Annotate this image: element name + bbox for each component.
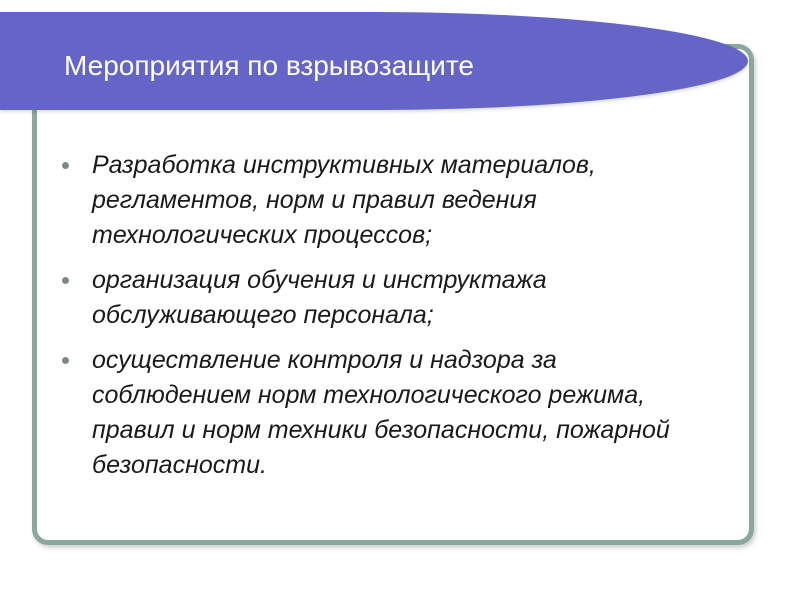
list-item [62,148,722,253]
list-item [62,343,722,483]
list-item [62,263,722,333]
bullet-text: организация обучения и инструктажа обслуживающего персонала; [92,266,547,329]
bullet-dot-icon [62,277,69,284]
bullet-dot-icon [62,162,69,169]
bullet-text: осуществление контроля и надзора за соблюдением норм технологического режима, правил и норм техники безопасности, пожарной безопасности. [92,346,670,479]
slide-content-frame [32,44,754,545]
bullet-dot-icon [62,357,69,364]
slide-title: Мероприятия по взрывозащите [64,50,474,81]
bullet-list [62,148,722,493]
bullet-text: Разработка инструктивных материалов, регламентов, норм и правил ведения технологических процессов; [92,151,596,249]
title-banner [0,12,748,110]
